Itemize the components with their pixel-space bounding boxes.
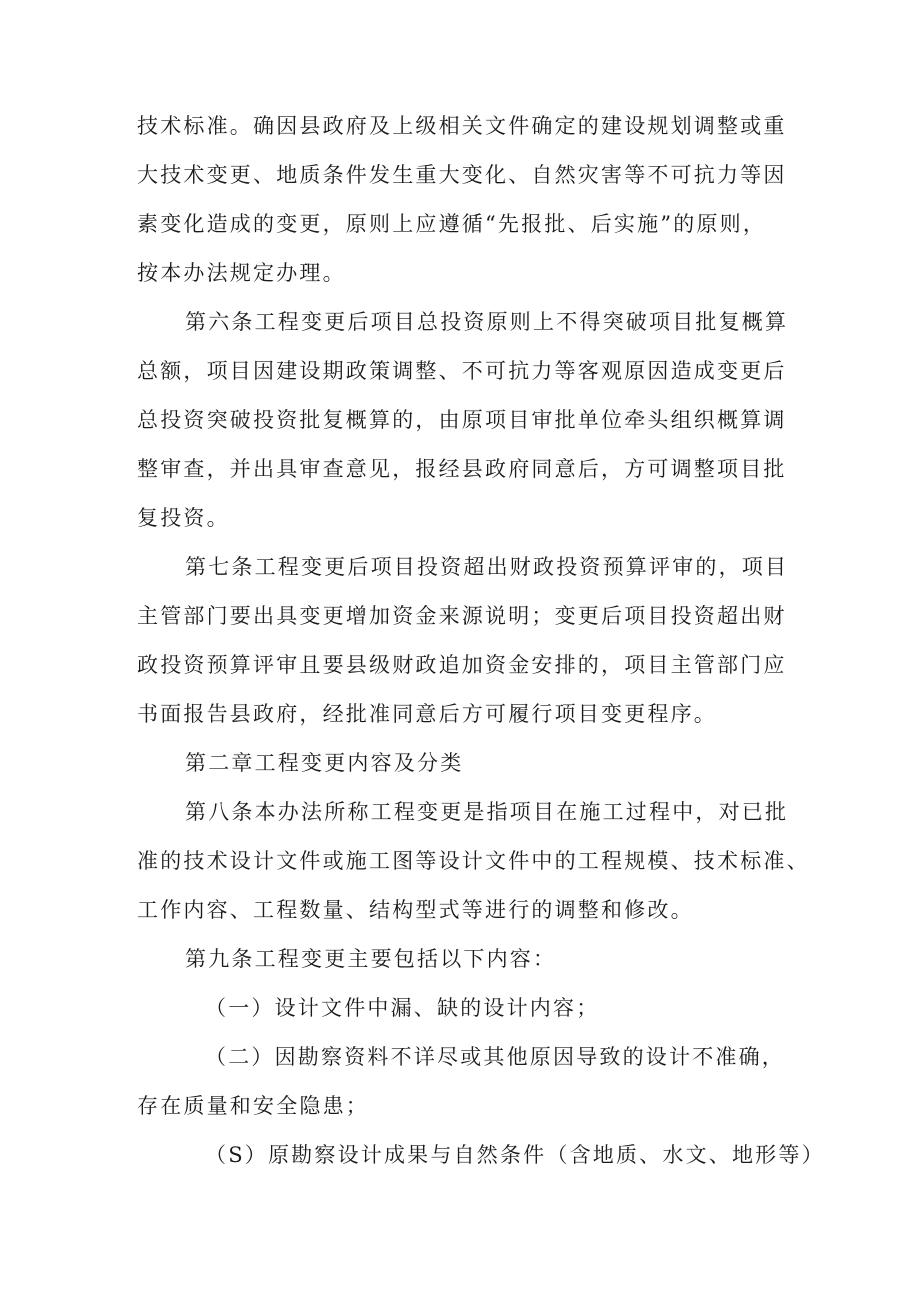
article-9-start: 第九条工程变更主要包括以下内容：: [185, 947, 557, 971]
text-line: 主管部门要出具变更增加资金来源说明；变更后项目投资超出财: [137, 604, 787, 628]
text-line: 工作内容、工程数量、结构型式等进行的调整和修改。: [137, 898, 694, 922]
text-line: 素变化造成的变更，原则上应遵循“先报批、后实施”的原则，: [137, 212, 767, 236]
text-line: 准的技术设计文件或施工图等设计文件中的工程规模、技术标准、: [137, 849, 810, 873]
list-item-2: （二）因勘察资料不详尽或其他原因导致的设计不准确，: [205, 1045, 785, 1069]
document-body: [137, 102, 825, 1180]
article-6-start: 第六条工程变更后项目总投资原则上不得突破项目批复概算: [185, 310, 789, 334]
list-item-1: （一）设计文件中漏、缺的设计内容；: [205, 996, 600, 1020]
article-7-start: 第七条工程变更后项目投资超出财政投资预算评审的，项目: [185, 555, 789, 579]
text-line: 总额，项目因建设期政策调整、不可抗力等客观原因造成变更后: [137, 359, 787, 383]
chapter-2-heading: 第二章工程变更内容及分类: [185, 751, 464, 775]
text-line: 复投资。: [137, 506, 230, 530]
article-8-start: 第八条本办法所称工程变更是指项目在施工过程中，对已批: [185, 800, 789, 824]
text-line: 政投资预算评审且要县级财政追加资金安排的，项目主管部门应: [137, 653, 787, 677]
text-line: 按本办法规定办理。: [137, 261, 346, 285]
text-line: 整审查，并出具审查意见，报经县政府同意后，方可调整项目批: [137, 457, 787, 481]
text-line: 存在质量和安全隐患；: [137, 1094, 369, 1118]
list-item-3: （S）原勘察设计成果与自然条件（含地质、水文、地形等）: [205, 1143, 825, 1167]
text-line: 书面报告县政府，经批准同意后方可履行项目变更程序。: [137, 702, 717, 726]
text-line: 大技术变更、地质条件发生重大变化、自然灾害等不可抗力等因: [137, 163, 787, 187]
text-line: 技术标准。确因县政府及上级相关文件确定的建设规划调整或重: [137, 114, 787, 138]
text-line: 总投资突破投资批复概算的，由原项目审批单位牵头组织概算调: [137, 408, 787, 432]
